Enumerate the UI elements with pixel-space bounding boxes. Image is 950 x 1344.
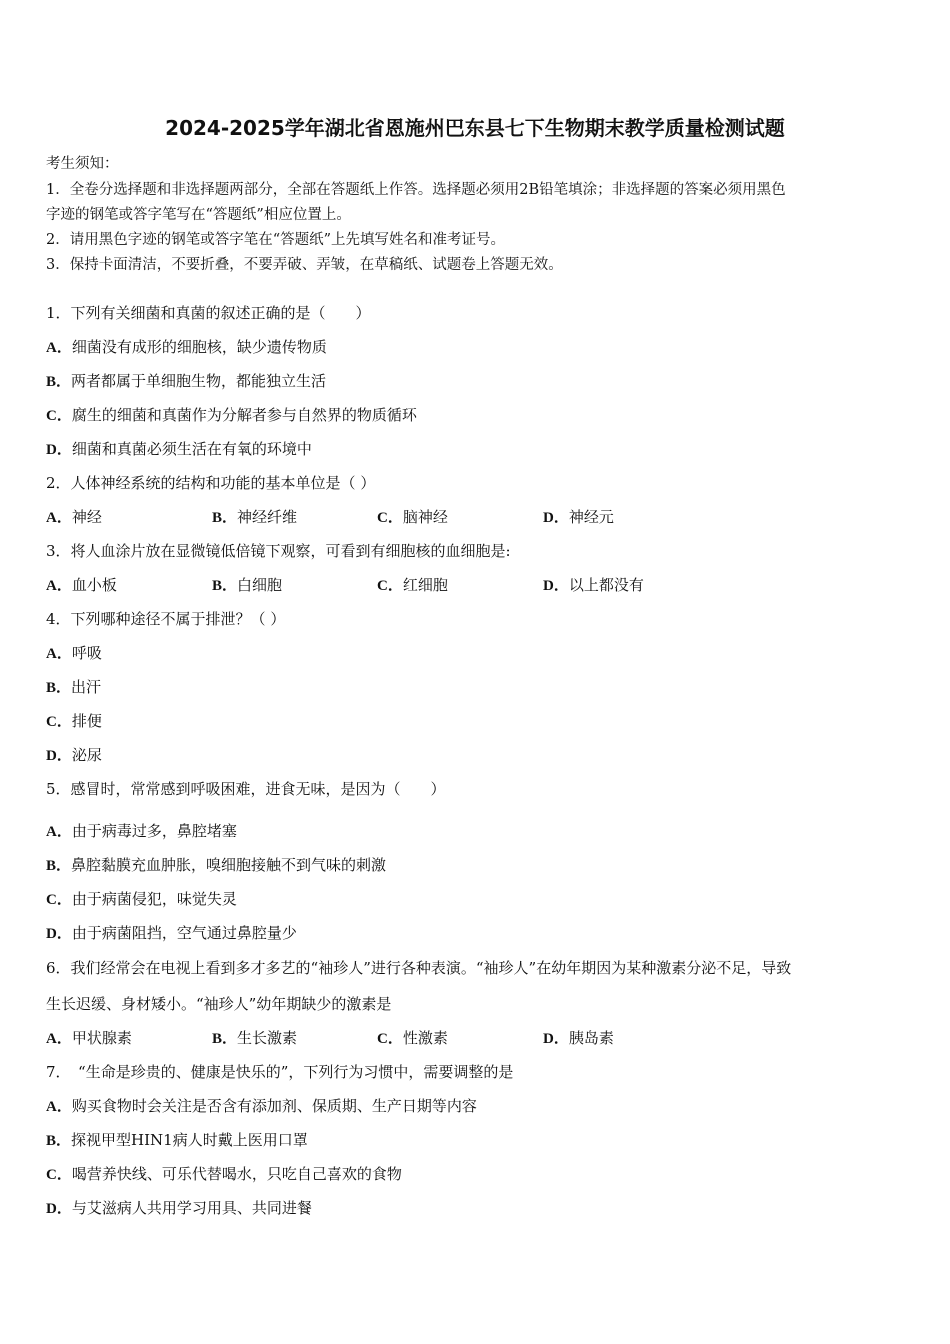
option-label: D． <box>543 1031 569 1047</box>
option-text: 红细胞 <box>402 576 448 594</box>
answer-option[interactable] <box>543 506 614 527</box>
option-text: 排便 <box>71 712 102 730</box>
option-label: B． <box>46 858 72 874</box>
option-label: C． <box>46 1167 72 1183</box>
option-label: C． <box>46 714 72 730</box>
option-text: 腐生的细菌和真菌作为分解者参与自然界的物质循环 <box>71 406 417 424</box>
option-label: D． <box>46 442 72 458</box>
option-text: 出汗 <box>71 678 102 696</box>
option-label: B． <box>46 680 72 696</box>
option-label: D． <box>46 748 72 764</box>
option-text: 由于病毒过多，鼻腔堵塞 <box>71 822 237 840</box>
answer-option[interactable] <box>377 574 448 595</box>
answer-option[interactable] <box>46 642 102 663</box>
answer-option[interactable] <box>46 1095 477 1116</box>
option-text: 白细胞 <box>237 576 283 594</box>
option-text: 细菌和真菌必须生活在有氧的环境中 <box>71 440 312 458</box>
option-label: B． <box>212 510 238 526</box>
option-text: 细菌没有成形的细胞核，缺少遗传物质 <box>71 338 327 356</box>
answer-option[interactable] <box>46 710 102 731</box>
answer-option[interactable] <box>46 506 102 527</box>
answer-option[interactable] <box>377 1027 448 1048</box>
answer-option[interactable] <box>212 506 297 527</box>
option-label: D． <box>543 510 569 526</box>
option-text: 甲状腺素 <box>71 1029 132 1047</box>
answer-option[interactable] <box>46 404 417 425</box>
option-label: B． <box>212 1031 238 1047</box>
option-text: 神经纤维 <box>237 508 298 526</box>
option-text: 呼吸 <box>71 644 102 662</box>
option-label: A． <box>46 510 72 526</box>
option-text: 泌尿 <box>71 746 102 764</box>
notice-item: 3．保持卡面清洁，不要折叠，不要弄破、弄皱，在草稿纸、试题卷上答题无效。 <box>46 257 563 273</box>
answer-option[interactable] <box>46 1163 402 1184</box>
option-text: 探视甲型HIN1病人时戴上医用口罩 <box>71 1131 308 1149</box>
answer-option[interactable] <box>212 574 282 595</box>
answer-option[interactable] <box>46 1197 312 1218</box>
answer-option[interactable] <box>46 744 102 765</box>
answer-option[interactable] <box>46 922 297 943</box>
question-stem: 4．下列哪种途径不属于排泄？（ ） <box>46 610 286 628</box>
answer-option[interactable] <box>543 1027 614 1048</box>
answer-option[interactable] <box>46 1027 132 1048</box>
option-label: D． <box>46 1201 72 1217</box>
option-text: 神经 <box>71 508 102 526</box>
option-label: D． <box>543 578 569 594</box>
option-label: A． <box>46 1031 72 1047</box>
option-text: 血小板 <box>71 576 117 594</box>
option-label: C． <box>377 510 403 526</box>
option-label: B． <box>46 374 72 390</box>
question-stem: 2．人体神经系统的结构和功能的基本单位是（ ） <box>46 474 376 492</box>
option-label: A． <box>46 340 72 356</box>
option-label: B． <box>212 578 238 594</box>
question-stem: 7． “生命是珍贵的、健康是快乐的”，下列行为习惯中，需要调整的是 <box>46 1063 514 1081</box>
answer-option[interactable] <box>46 574 117 595</box>
notice-heading: 考生须知： <box>46 156 119 172</box>
answer-option[interactable] <box>46 820 237 841</box>
answer-option[interactable] <box>543 574 644 595</box>
option-label: B． <box>46 1133 72 1149</box>
answer-option[interactable] <box>46 676 101 697</box>
option-text: 胰岛素 <box>568 1029 614 1047</box>
notice-item: 2．请用黑色字迹的钢笔或答字笔在“答题纸”上先填写姓名和准考证号。 <box>46 232 506 248</box>
option-text: 生长激素 <box>237 1029 298 1047</box>
option-label: A． <box>46 824 72 840</box>
notice-item: 字迹的钢笔或答字笔写在“答题纸”相应位置上。 <box>46 207 351 223</box>
option-label: A． <box>46 1099 72 1115</box>
option-text: 以上都没有 <box>568 576 644 594</box>
option-text: 由于病菌侵犯，味觉失灵 <box>71 890 237 908</box>
option-label: A． <box>46 646 72 662</box>
option-label: C． <box>377 578 403 594</box>
question-stem: 3．将人血涂片放在显微镜低倍镜下观察，可看到有细胞核的血细胞是: <box>46 542 511 560</box>
option-label: D． <box>46 926 72 942</box>
option-label: C． <box>46 408 72 424</box>
answer-option[interactable] <box>212 1027 297 1048</box>
answer-option[interactable] <box>377 506 448 527</box>
question-stem: 5．感冒时，常常感到呼吸困难，进食无味，是因为（ ） <box>46 780 446 798</box>
answer-option[interactable] <box>46 888 237 909</box>
option-text: 鼻腔黏膜充血肿胀，嗅细胞接触不到气味的刺激 <box>71 856 387 874</box>
option-label: C． <box>46 892 72 908</box>
answer-option[interactable] <box>46 854 386 875</box>
option-text: 性激素 <box>402 1029 448 1047</box>
option-text: 神经元 <box>568 508 614 526</box>
answer-option[interactable] <box>46 1129 308 1150</box>
answer-option[interactable] <box>46 336 327 357</box>
option-text: 两者都属于单细胞生物，都能独立生活 <box>71 372 327 390</box>
question-stem-continued: 生长迟缓、身材矮小。“袖珍人”幼年期缺少的激素是 <box>46 995 392 1013</box>
option-text: 脑神经 <box>402 508 448 526</box>
option-text: 由于病菌阻挡，空气通过鼻腔量少 <box>71 924 297 942</box>
page-title: 2024-2025学年湖北省恩施州巴东县七下生物期末教学质量检测试题 <box>165 116 785 140</box>
option-text: 购买食物时会关注是否含有添加剂、保质期、生产日期等内容 <box>71 1097 477 1115</box>
option-label: A． <box>46 578 72 594</box>
option-text: 喝营养快线、可乐代替喝水，只吃自己喜欢的食物 <box>71 1165 402 1183</box>
question-stem: 1．下列有关细菌和真菌的叙述正确的是（ ） <box>46 304 371 322</box>
notice-item: 1．全卷分选择题和非选择题两部分，全部在答题纸上作答。选择题必须用2B铅笔填涂；非选择题的答案必须用黑色 <box>46 182 786 198</box>
question-stem: 6．我们经常会在电视上看到多才多艺的“袖珍人”进行各种表演。“袖珍人”在幼年期因为某种激素分泌不足，导致 <box>46 959 792 977</box>
option-label: C． <box>377 1031 403 1047</box>
answer-option[interactable] <box>46 370 326 391</box>
answer-option[interactable] <box>46 438 312 459</box>
option-text: 与艾滋病人共用学习用具、共同进餐 <box>71 1199 312 1217</box>
